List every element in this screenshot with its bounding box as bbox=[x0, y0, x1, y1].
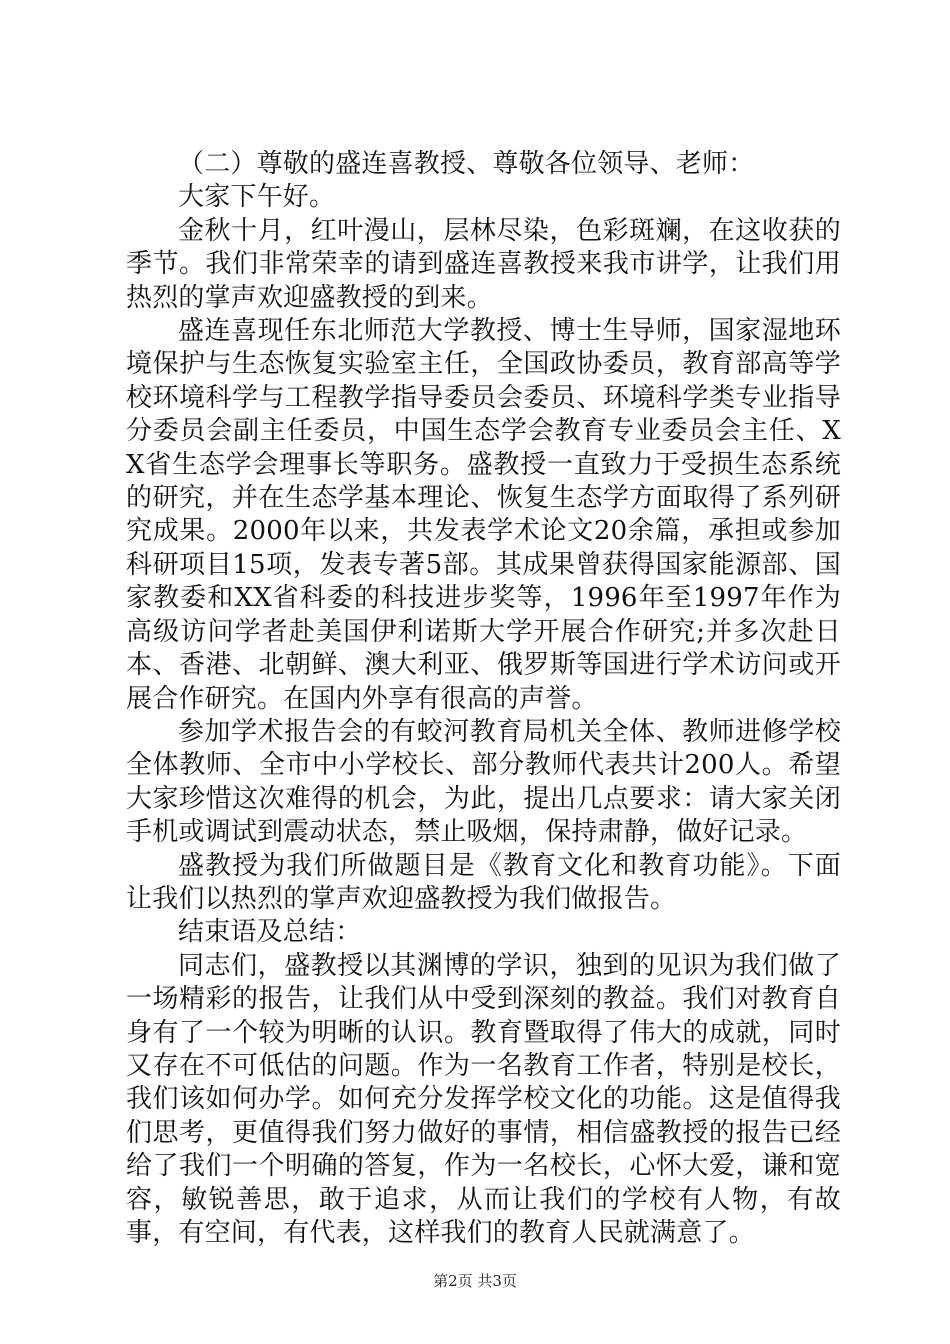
page-number-footer: 第2页 共3页 bbox=[433, 1272, 517, 1290]
topic-paragraph: 盛教授为我们所做题目是《教育文化和教育功能》。下面让我们以热烈的掌声欢迎盛教授为我们做报告。 bbox=[126, 850, 841, 914]
speaker-bio-paragraph: 盛连喜现任东北师范大学教授、博士生导师，国家湿地环境保护与生态恢复实验室主任，全国政协委员，教育部高等学校环境科学与工程教学指导委员会委员、环境科学类专业指导分委员会副主任委员，中国生态学会教育专业委员会主任、XX省生态学会理事长等职务。盛教授一直致力于受损生态系统的研究，并在生态学基本理论、恢复生态学方面取得了系列研究成果。2000年以来，共发表学术论文20余篇，承担或参加科研项目15项，发表专著5部。其成果曾获得国家能源部、国家教委和XX省科委的科技进步奖等，1996年至1997年作为高级访问学者赴美国伊利诺斯大学开展合作研究;并多次赴日本、香港、北朝鲜、澳大利亚、俄罗斯等国进行学术访问或开展合作研究。在国内外享有很高的声誉。 bbox=[126, 316, 841, 714]
opening-paragraph: 金秋十月，红叶漫山，层林尽染，色彩斑斓，在这收获的季节。我们非常荣幸的请到盛连喜教授来我市讲学，让我们用热烈的掌声欢迎盛教授的到来。 bbox=[126, 215, 841, 313]
closing-paragraph: 同志们，盛教授以其渊博的学识，独到的见识为我们做了一场精彩的报告，让我们从中受到深刻的教益。我们对教育自身有了一个较为明晰的认识。教育暨取得了伟大的成就，同时又存在不可低估的问题。作为一名教育工作者，特别是校长，我们该如何办学。如何充分发挥学校文化的功能。这是值得我们思考，更值得我们努力做好的事情，相信盛教授的报告已经给了我们一个明确的答复，作为一名校长，心怀大爱，谦和宽容，敏锐善思，敢于追求，从而让我们的学校有人物，有故事，有空间，有代表，这样我们的教育人民就满意了。 bbox=[126, 950, 841, 1248]
document-body bbox=[126, 148, 841, 1250]
greeting-paragraph: 大家下午好。 bbox=[178, 182, 336, 213]
salutation-paragraph: （二）尊敬的盛连喜教授、尊敬各位领导、老师： bbox=[178, 149, 755, 179]
closing-heading: 结束语及总结： bbox=[178, 917, 362, 948]
attendance-paragraph: 参加学术报告会的有蛟河教育局机关全体、教师进修学校全体教师、全市中小学校长、部分教师代表共计200人。希望大家珍惜这次难得的机会，为此，提出几点要求：请大家关闭手机或调试到震动状态，禁止吸烟，保持肃静，做好记录。 bbox=[126, 716, 841, 848]
